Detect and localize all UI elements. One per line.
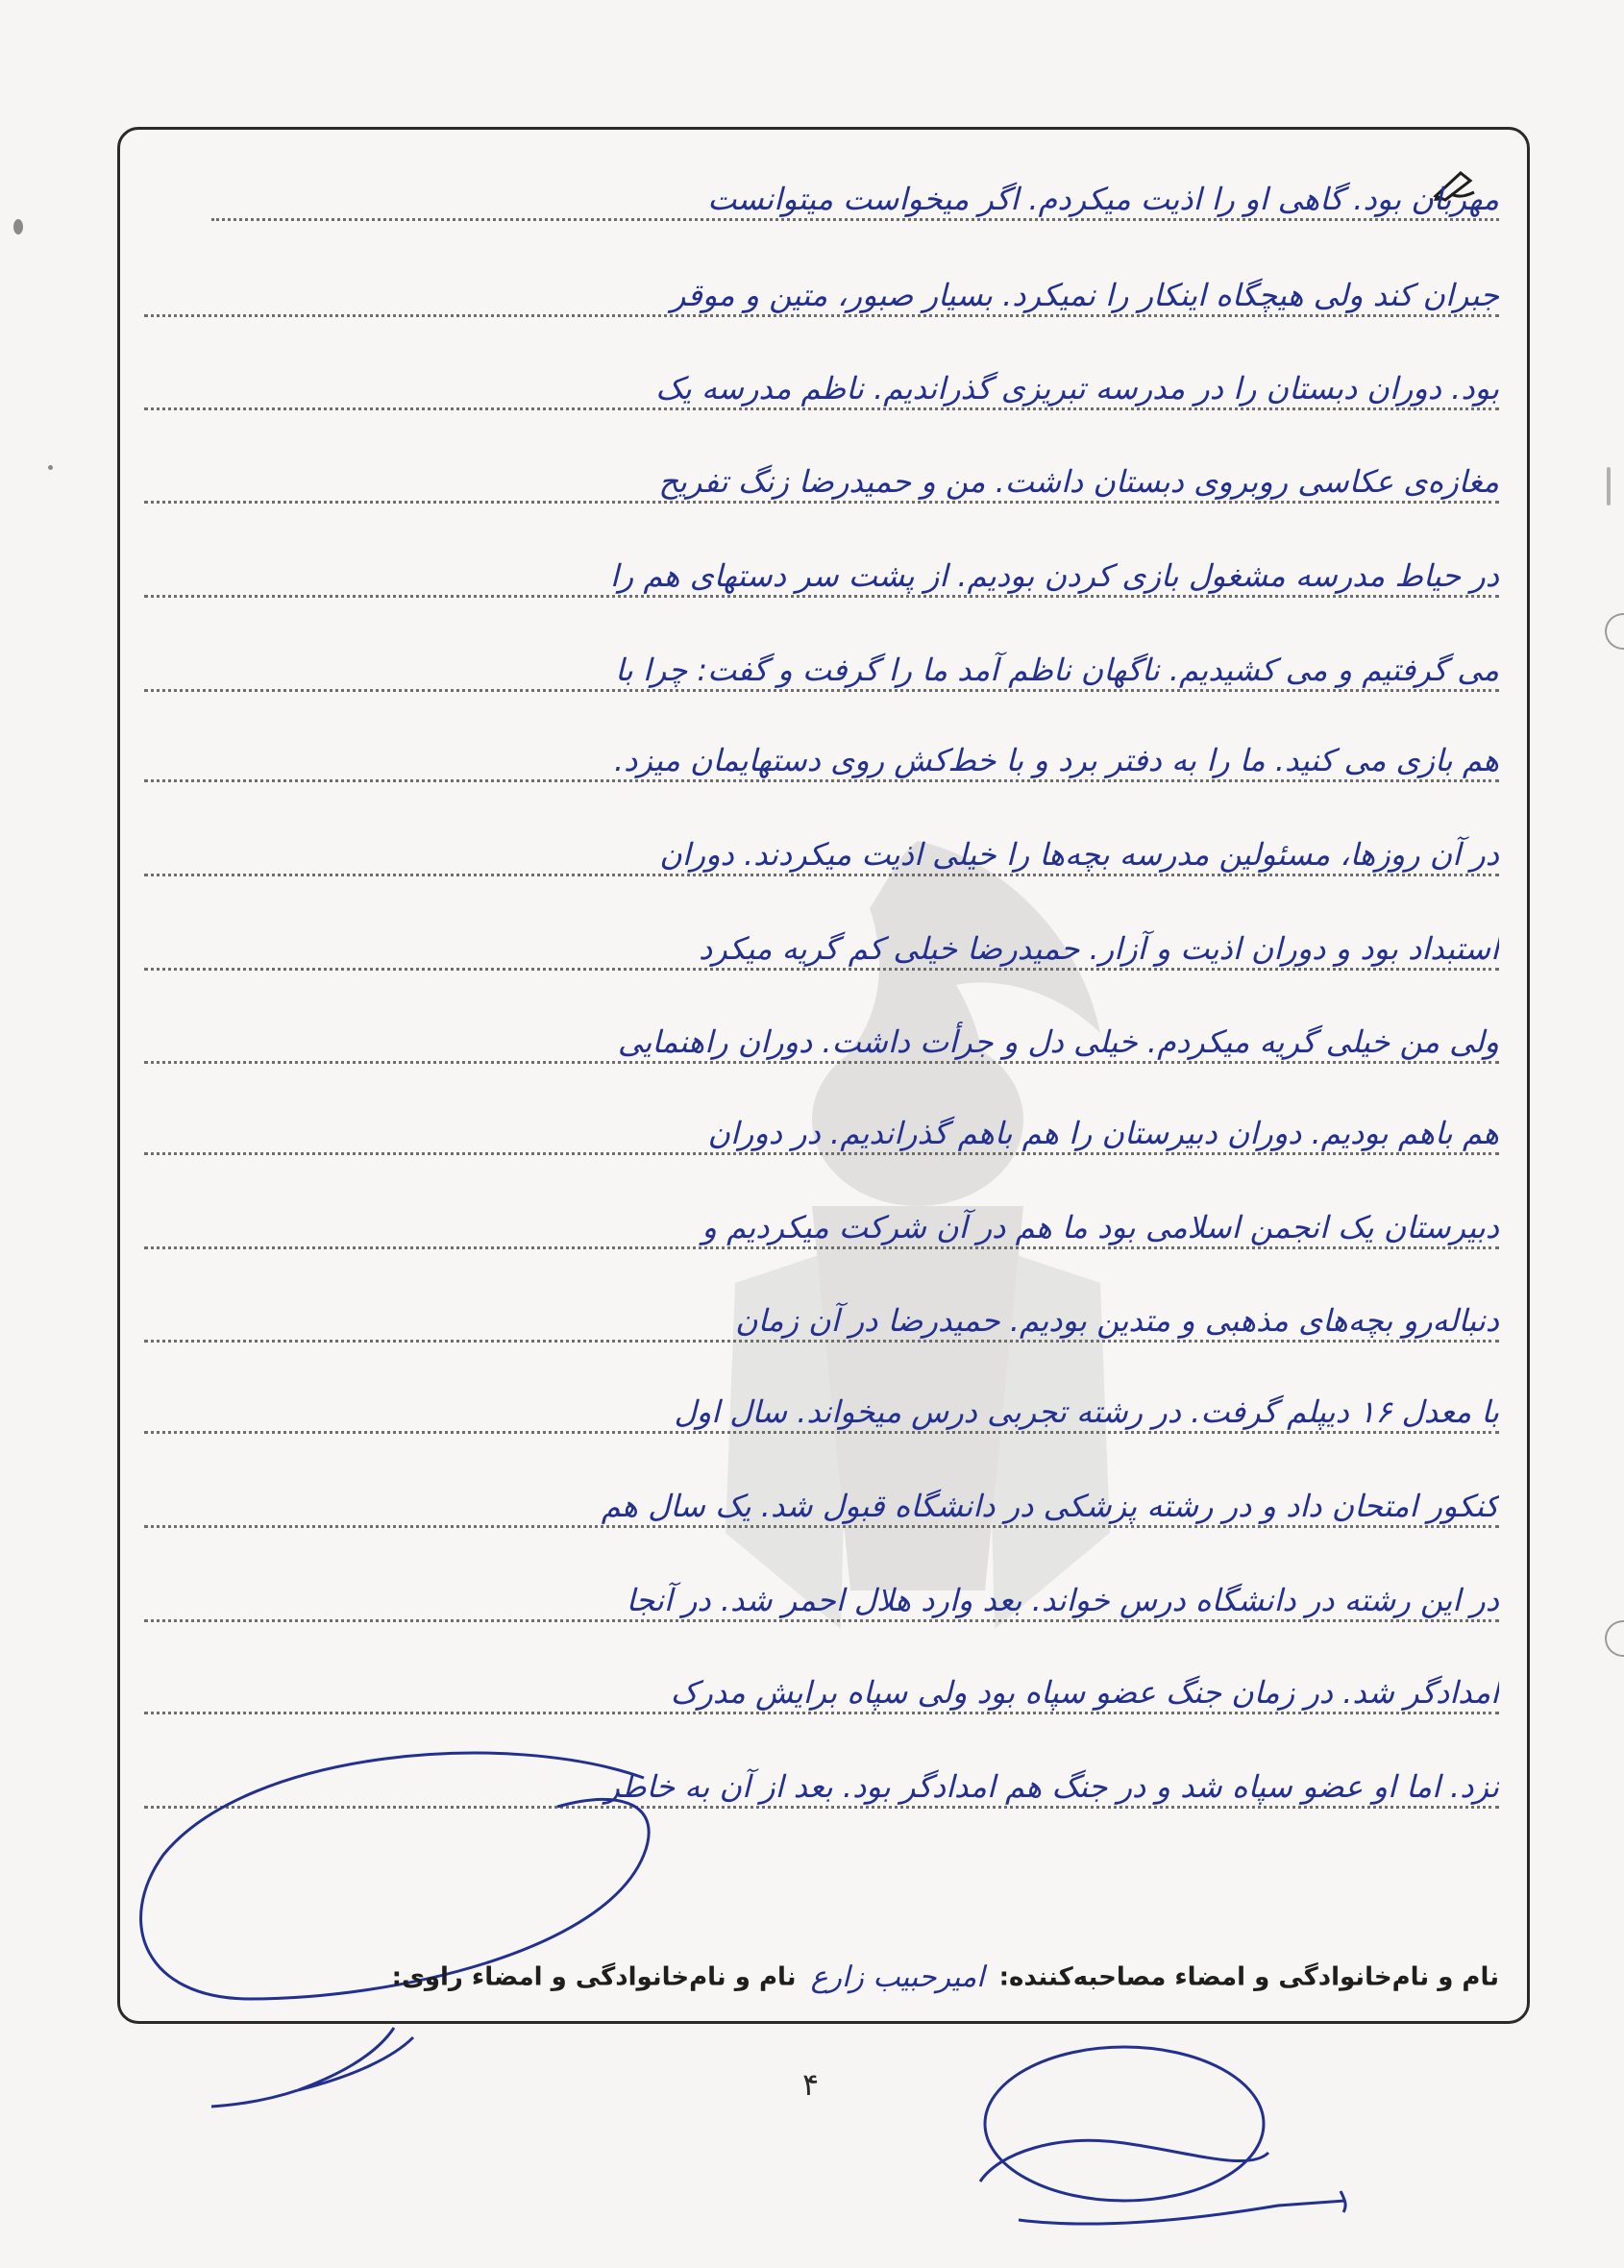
handwritten-line: در حیاط مدرسه مشغول بازی کردن بودیم. از پشت سر دستهای هم را xyxy=(144,548,1499,604)
handwritten-line: مغازه‌ی عکاسی روبروی دبستان داشت. من و حمیدرضا زنگ تفریح xyxy=(144,454,1499,509)
handwritten-line: بود. دوران دبستان را در مدرسه تبریزی گذراندیم. ناظم مدرسه یک xyxy=(144,360,1499,416)
handwritten-line: می گرفتیم و می کشیدیم. ناگهان ناظم آمد ما را گرفت و گفت: چرا با xyxy=(144,642,1499,698)
binder-hole xyxy=(1605,1620,1624,1657)
signature-loop-icon xyxy=(106,1711,1067,2114)
interviewer-label: نام و نام‌خانوادگی و امضاء مصاحبه‌کننده: xyxy=(998,1962,1499,1992)
handwritten-line: در آن روزها، مسئولین مدرسه بچه‌ها را خیلی اذیت میکردند. دوران xyxy=(144,826,1499,882)
handwritten-line: جبران کند ولی هیچگاه اینکار را نمیکرد. بسیار صبور، متین و موقر xyxy=(144,267,1499,323)
scan-speck xyxy=(48,465,53,470)
handwritten-line: دنباله‌رو بچه‌های مذهبی و متدین بودیم. حمیدرضا در آن زمان xyxy=(144,1293,1499,1348)
handwritten-line: کنکور امتحان داد و در رشته پزشکی در دانشگاه قبول شد. یک سال هم xyxy=(144,1478,1499,1534)
handwritten-line: هم بازی می کنید. ما را به دفتر برد و با خط‌کش روی دستهایمان میزد. xyxy=(144,732,1499,788)
handwritten-line: هم باهم بودیم. دوران دبیرستان را هم باهم گذراندیم. در دوران xyxy=(144,1105,1499,1161)
handwritten-line: استبداد بود و دوران اذیت و آزار. حمیدرضا خیلی کم گریه میکرد xyxy=(144,921,1499,976)
handwritten-line: در این رشته در دانشگاه درس خواند. بعد وارد هلال احمر شد. در آنجا xyxy=(144,1572,1499,1628)
handwritten-line: امدادگر شد. در زمان جنگ عضو سپاه بود ولی سپاه برایش مدرک xyxy=(144,1664,1499,1720)
handwritten-line: با معدل ۱۶ دیپلم گرفت. در رشته تجربی درس میخواند. سال اول xyxy=(144,1384,1499,1440)
binder-hole xyxy=(1605,613,1624,650)
handwritten-line: نزد. اما او عضو سپاه شد و در جنگ هم امدادگر بود. بعد از آن به خاطر xyxy=(144,1759,1499,1814)
handwritten-line: مهربان بود. گاهی او را اذیت میکردم. اگر میخواست میتوانست xyxy=(211,171,1499,227)
scan-speck xyxy=(1607,467,1611,505)
footer-signature-row xyxy=(346,1960,1499,2009)
handwritten-line: دبیرستان یک انجمن اسلامی بود ما هم در آن شرکت میکردیم و xyxy=(144,1199,1499,1255)
narrator-signature-icon xyxy=(961,2037,1384,2258)
scan-speck xyxy=(13,219,23,234)
narrator-label: نام و نام‌خانوادگی و امضاء راوی: xyxy=(391,1962,797,1992)
handwritten-line: ولی من خیلی گریه میکردم. خیلی دل و جرأت داشت. دوران راهنمایی xyxy=(144,1014,1499,1070)
page-number: ۴ xyxy=(802,2066,820,2103)
interviewer-name: امیرحبیب زارع xyxy=(810,1960,985,1994)
